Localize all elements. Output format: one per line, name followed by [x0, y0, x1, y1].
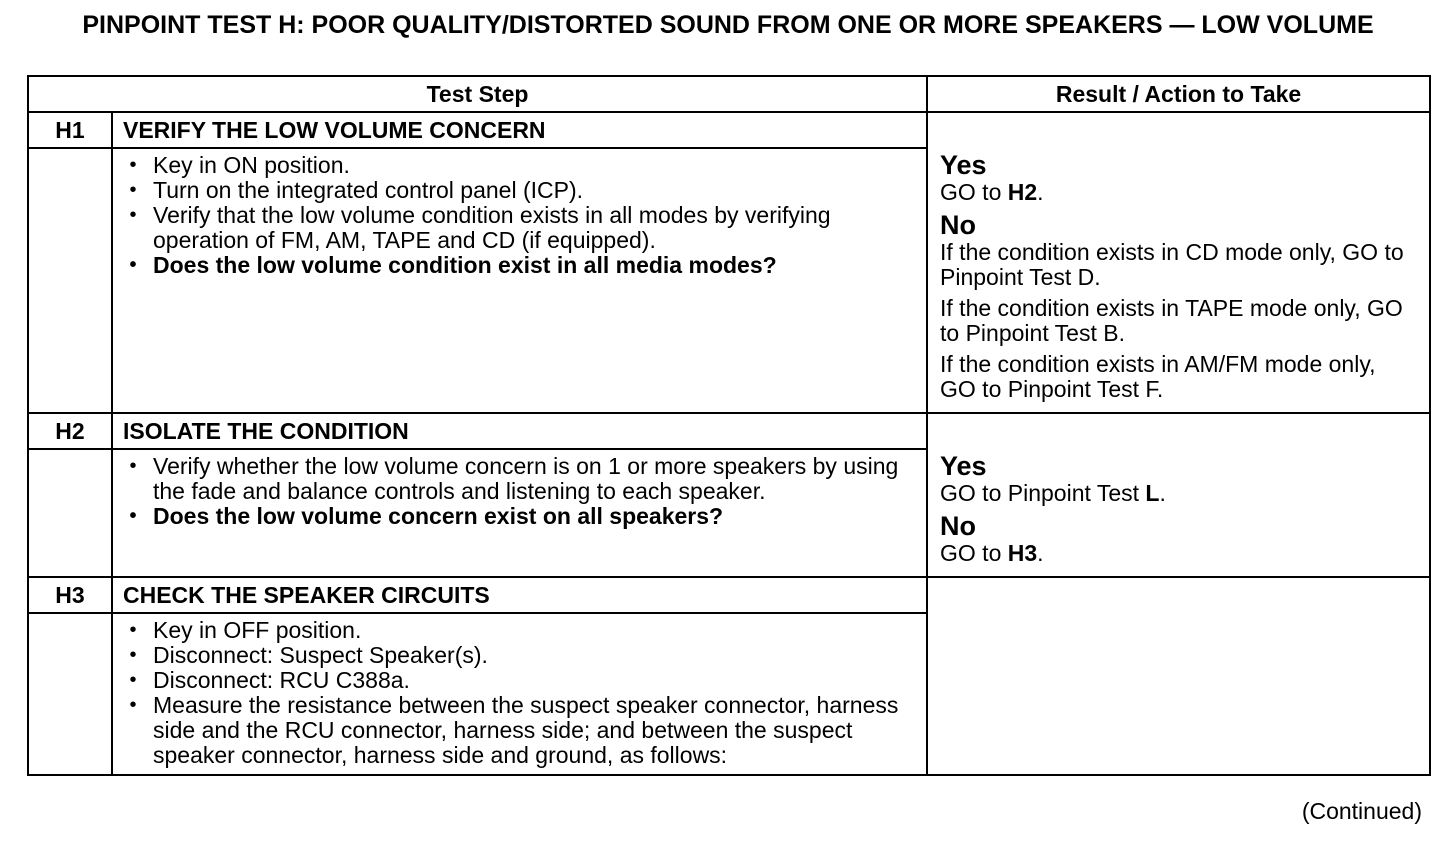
step-h3-header-row [28, 577, 1430, 613]
step-h1-yes-action: GO to H2. [940, 179, 1044, 205]
continued-note: (Continued) [1301, 798, 1422, 824]
list-item: • Key in OFF position. [153, 618, 916, 643]
step-h2-instructions [112, 449, 927, 577]
step-h1-header-row [28, 112, 1430, 148]
step-h3-title: CHECK THE SPEAKER CIRCUITS [112, 577, 927, 613]
pinpoint-test-table [27, 75, 1431, 776]
step-h3-result [927, 577, 1430, 775]
step-h2-no-label: No [940, 511, 977, 541]
column-header-test-step: Test Step [28, 76, 927, 112]
step-h1-id-blank [28, 148, 112, 413]
step-h2-no-action: GO to H3. [940, 540, 1044, 566]
step-h2-header-row [28, 413, 1430, 449]
list-item: • Verify that the low volume condition exists in all modes by verifying operation of FM, AM, TAPE and CD (if equipped). [153, 203, 916, 253]
table-header-row [28, 76, 1430, 112]
step-h2-result [927, 413, 1430, 577]
step-h1-no-label: No [940, 210, 977, 240]
list-item: • Turn on the integrated control panel (ICP). [153, 178, 916, 203]
column-header-result: Result / Action to Take [927, 76, 1430, 112]
step-h1-no-action-amfm: If the condition exists in AM/FM mode only, GO to Pinpoint Test F. [940, 351, 1376, 402]
list-item: • Disconnect: RCU C388a. [153, 668, 916, 693]
step-h1-question: • Does the low volume condition exist in all media modes? [153, 253, 916, 278]
step-h1-instructions [112, 148, 927, 413]
step-h2-id-blank [28, 449, 112, 577]
list-item: • Key in ON position. [153, 153, 916, 178]
step-h2-yes-action: GO to Pinpoint Test L. [940, 480, 1166, 506]
step-h3-id-blank [28, 613, 112, 775]
list-item: • Verify whether the low volume concern is on 1 or more speakers by using the fade and balance controls and listening to each speaker. [153, 454, 916, 504]
step-h1-title: VERIFY THE LOW VOLUME CONCERN [112, 112, 927, 148]
step-h2-id: H2 [28, 413, 112, 449]
step-h3-id: H3 [28, 577, 112, 613]
step-h1-id: H1 [28, 112, 112, 148]
step-h1-no-action-cd: If the condition exists in CD mode only, GO to Pinpoint Test D. [940, 239, 1404, 290]
list-item: • Measure the resistance between the suspect speaker connector, harness side and the RCU connector, harness side; and between the suspect speaker connector, harness side and ground, as follows: [153, 693, 916, 768]
page-title: PINPOINT TEST H: POOR QUALITY/DISTORTED SOUND FROM ONE OR MORE SPEAKERS — LOW VOLUME [82, 11, 1374, 39]
step-h2-title: ISOLATE THE CONDITION [112, 413, 927, 449]
step-h1-no-action-tape: If the condition exists in TAPE mode only, GO to Pinpoint Test B. [940, 295, 1403, 346]
list-item: • Disconnect: Suspect Speaker(s). [153, 643, 916, 668]
step-h2-yes-label: Yes [940, 451, 987, 481]
step-h1-yes-label: Yes [940, 150, 987, 180]
step-h3-instructions [112, 613, 927, 775]
step-h1-result [927, 112, 1430, 413]
step-h2-question: • Does the low volume concern exist on all speakers? [153, 504, 916, 529]
